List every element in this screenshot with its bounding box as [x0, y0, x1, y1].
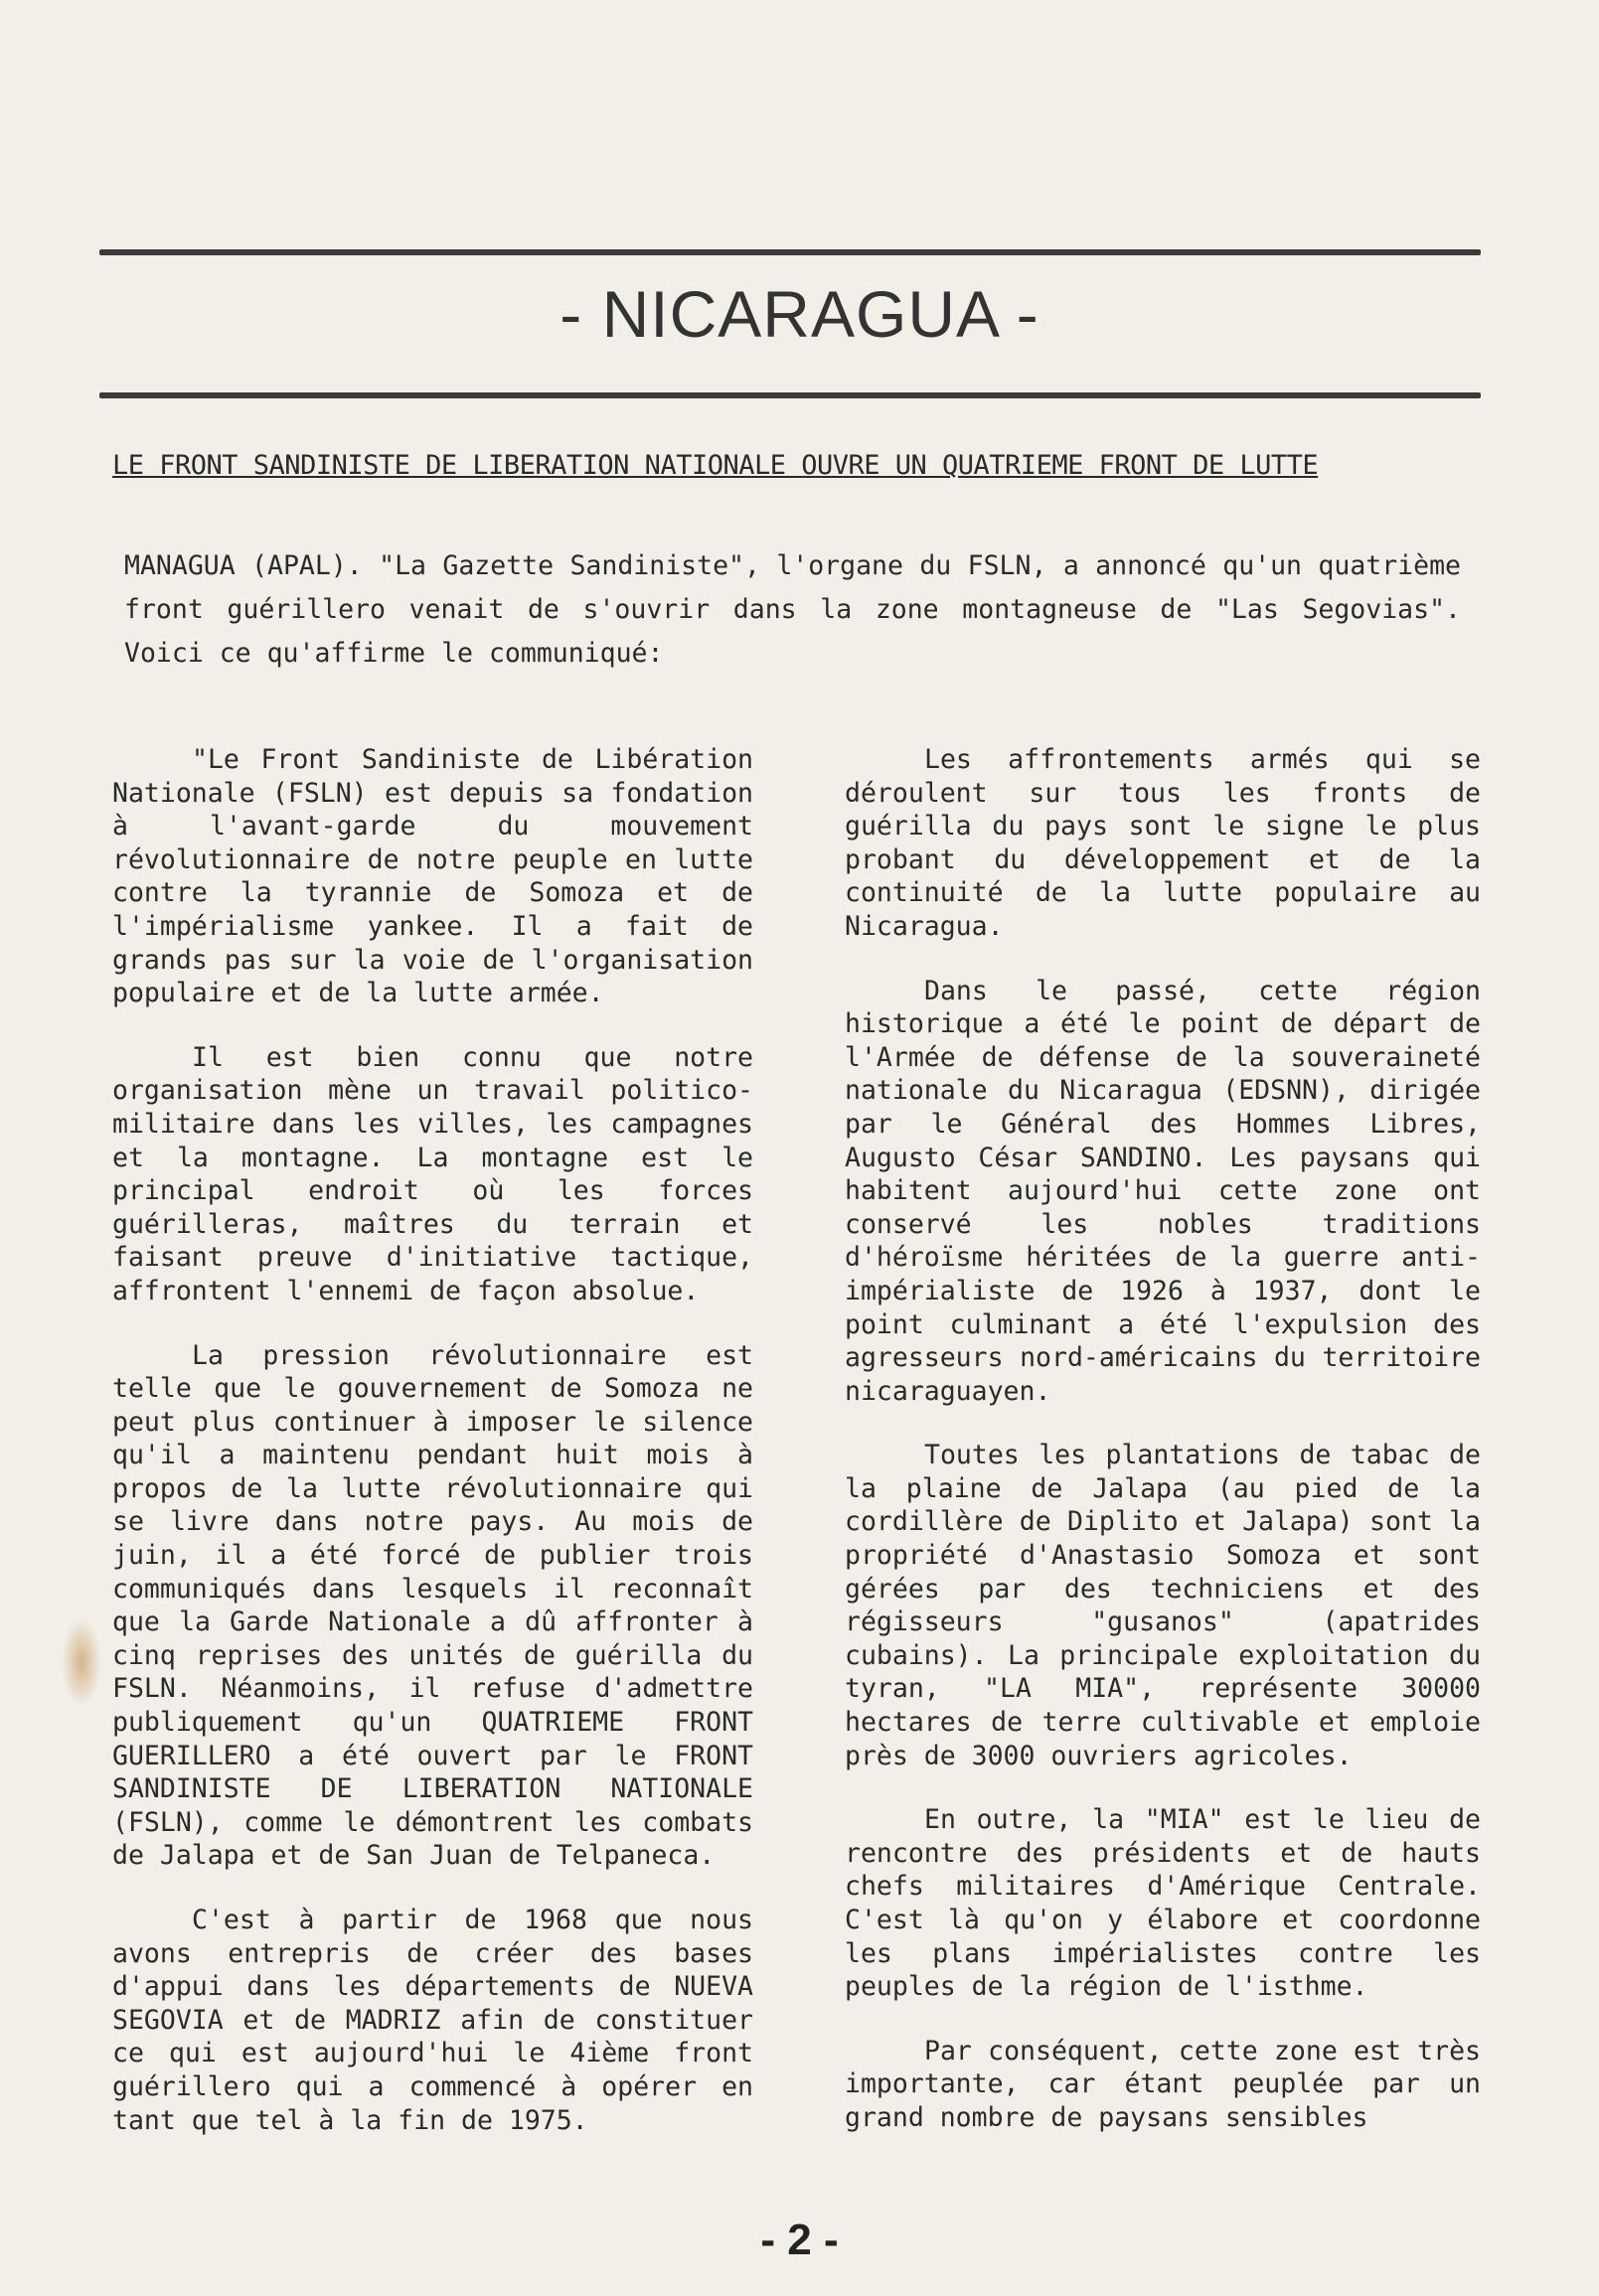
left-paragraph-4: C'est à partir de 1968 que nous avons entrepris de créer des bases d'appui dans les départements de NUEVA SEGOVIA et de MADRIZ afin de constituer ce qui est aujourd'hui le 4ième front guérillero qui a commencé à opérer en tant que tel à la fin de 1975.: [112, 1905, 753, 2136]
right-paragraph-4: En outre, la "MIA" est le lieu de rencontre des présidents et de hauts chefs militaires d'Amérique Centrale. C'est là qu'on y élabore et coordonne les plans impérialistes contre les peuples de la région de l'isthme.: [845, 1804, 1481, 2003]
right-paragraph-1: Les affrontements armés qui se déroulent sur tous les fronts de guérilla du pays sont le signe le plus probant du développement et de la continuité de la lutte populaire au Nicaragua.: [845, 744, 1481, 942]
page-title: - NICARAGUA -: [560, 277, 1039, 351]
left-paragraph-1: "Le Front Sandiniste de Libération Nationale (FSLN) est depuis sa fondation à l'avant-garde du mouvement révolutionnaire de notre peuple en lutte contre la tyrannie de Somoza et de l'impérialisme yankee. Il a fait de grands pas sur la voie de l'organisation populaire et de la lutte armée.: [112, 744, 753, 1009]
left-paragraph-2: Il est bien connu que notre organisation mène un travail politico-militaire dans les villes, les campagnes et la montagne. La montagne est le principal endroit où les forces guérilleras, maîtres du terrain et faisant preuve d'initiative tactique, affrontent l'ennemi de façon absolue.: [112, 1041, 753, 1306]
intro-paragraph: MANAGUA (APAL). "La Gazette Sandiniste", l'organe du FSLN, a annoncé qu'un quatrième front guérillero venait de s'ouvrir dans la zone montagneuse de "Las Segovias". Voici ce qu'affirme le communiqué:: [124, 550, 1461, 669]
right-paragraph-3: Toutes les plantations de tabac de la plaine de Jalapa (au pied de la cordillère de Diplito et Jalapa) sont la propriété d'Anastasio Somoza et sont gérées par des techniciens et des régisseurs "gusanos" (apatrides cubains). La principale exploitation du tyran, "LA MIA", représente 30000 hectares de terre cultivable et emploie près de 3000 ouvriers agricoles.: [845, 1440, 1481, 1771]
right-paragraph-2: Dans le passé, cette région historique a été le point de départ de l'Armée de défense de la souveraineté nationale du Nicaragua (EDSNN), dirigée par le Général des Hommes Libres, Augusto César SANDINO. Les paysans qui habitent aujourd'hui cette zone ont conservé les nobles traditions d'héroïsme héritées de la guerre anti-impérialiste de 1926 à 1937, dont le point culminant a été l'expulsion des agresseurs nord-américains du territoire nicaraguayen.: [845, 975, 1481, 1407]
paper-stain: [62, 1617, 101, 1707]
right-column: [845, 743, 1481, 2166]
left-column: [112, 743, 753, 2168]
bottom-rule: [99, 392, 1481, 398]
right-paragraph-5: Par conséquent, cette zone est très importante, car étant peuplée par un grand nombre de paysans sensibles: [845, 2035, 1481, 2133]
page-number: - 2 -: [760, 2216, 839, 2264]
top-rule: [99, 249, 1481, 255]
article-headline: LE FRONT SANDINISTE DE LIBERATION NATIONALE OUVRE UN QUATRIEME FRONT DE LUTTE: [112, 450, 1319, 481]
left-paragraph-3: La pression révolutionnaire est telle que le gouvernement de Somoza ne peut plus continuer à imposer le silence qu'il a maintenu pendant huit mois à propos de la lutte révolutionnaire qui se livre dans notre pays. Au mois de juin, il a été forcé de publier trois communiqués dans lesquels il reconnaît que la Garde Nationale a dû affronter à cinq reprises des unités de guérilla du FSLN. Néanmoins, il refuse d'admettre publiquement qu'un QUATRIEME FRONT GUERILLERO a été ouvert par le FRONT SANDINISTE DE LIBERATION NATIONALE (FSLN), comme le démontrent les combats de Jalapa et de San Juan de Telpaneca.: [112, 1339, 753, 1872]
